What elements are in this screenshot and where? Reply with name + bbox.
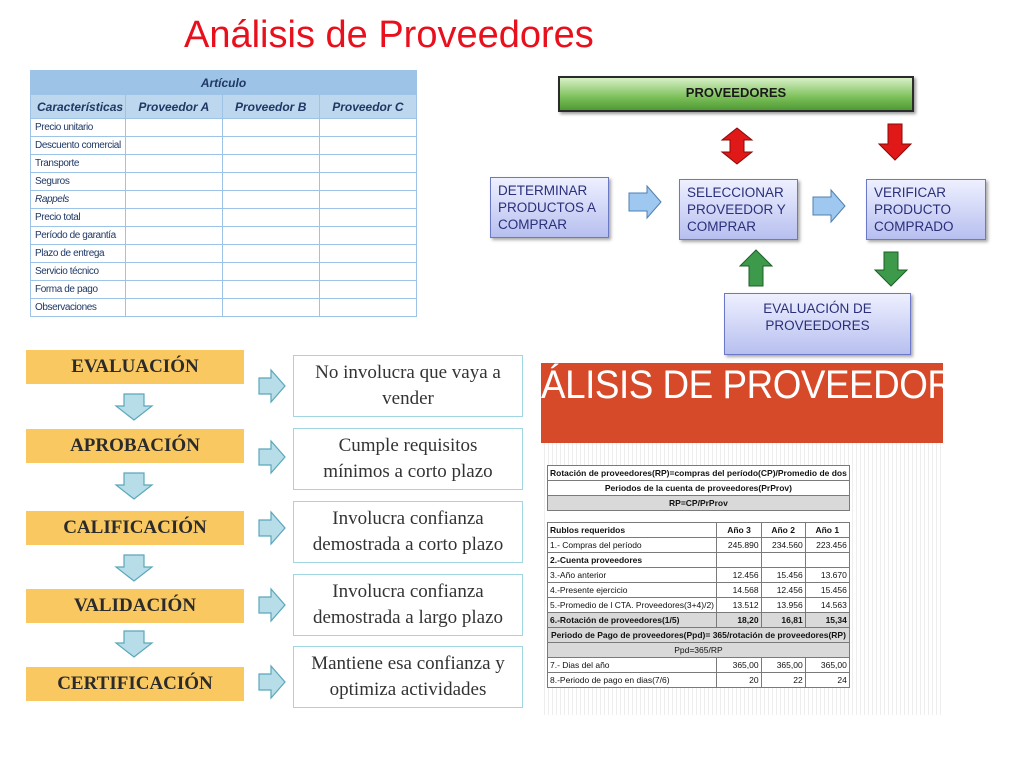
stage-evaluation: EVALUACIÓN (26, 350, 244, 384)
right-arrow-icon (259, 441, 285, 473)
determine-products-box: DETERMINAR PRODUCTOS A COMPRAR (490, 177, 609, 238)
formula-title: Periodos de la cuenta de proveedores(PrProv) (548, 481, 850, 496)
column-header: Rublos requeridos (548, 523, 717, 538)
formula-title: Rotación de proveedores(RP)=compras del período(CP)/Promedio de dos (548, 466, 850, 481)
row-label: Precio total (31, 209, 126, 227)
row-label: Descuento comercial (31, 137, 126, 155)
table-row: 8.-Periodo de pago en dias(7/6) 20 22 24 (548, 673, 850, 688)
stage-description: No involucra que vaya a vender (293, 355, 523, 417)
red-double-arrow-icon (722, 128, 752, 164)
column-header: Proveedor C (319, 95, 416, 119)
row-label: Forma de pago (31, 281, 126, 299)
row-label: Plazo de entrega (31, 245, 126, 263)
table-row: 1.- Compras del período 245.890 234.560 223.456 (548, 538, 850, 553)
right-arrow-icon (259, 370, 285, 402)
providers-bar: PROVEEDORES (558, 76, 914, 112)
table-row: 2.-Cuenta proveedores (548, 553, 850, 568)
table-row: 5.-Promedio de l CTA. Proveedores(3+4)/2) 13.512 13.956 14.563 (548, 598, 850, 613)
stage-certification: CERTIFICACIÓN (26, 667, 244, 701)
table-row: 3.-Año anterior 12.456 15.456 13.670 (548, 568, 850, 583)
row-label: Servicio técnico (31, 263, 126, 281)
down-arrow-icon (116, 473, 152, 499)
right-arrow-icon (259, 589, 285, 621)
row-label: Rappels (31, 191, 126, 209)
table-row: 7.- Dias del año 365,00 365,00 365,00 (548, 658, 850, 673)
stage-validation: VALIDACIÓN (26, 589, 244, 623)
stage-qualification: CALIFICACIÓN (26, 511, 244, 545)
provider-evaluation-box: EVALUACIÓN DE PROVEEDORES (724, 293, 911, 355)
green-up-arrow-icon (740, 250, 772, 286)
finance-banner (541, 363, 1002, 443)
column-header: Año 2 (761, 523, 805, 538)
column-header: Año 1 (805, 523, 849, 538)
page-title: Análisis de Proveedores (184, 14, 594, 56)
right-arrow-icon (259, 512, 285, 544)
row-label: Período de garantía (31, 227, 126, 245)
stage-description: Mantiene esa confianza y optimiza actividades (293, 646, 523, 708)
stage-description: Involucra confianza demostrada a corto plazo (293, 501, 523, 563)
group-header: Artículo (31, 71, 417, 95)
right-arrow-icon (259, 666, 285, 698)
table-row: 4.-Presente ejercicio 14.568 12.456 15.456 (548, 583, 850, 598)
select-provider-box: SELECCIONAR PROVEEDOR Y COMPRAR (679, 179, 798, 240)
table-row: 6.-Rotación de proveedores(1/5) 18,20 16,81 15,34 (548, 613, 850, 628)
down-arrow-icon (116, 631, 152, 657)
finance-banner-text: ÁLISIS DE PROVEEDORES (541, 363, 1002, 407)
row-label: Observaciones (31, 299, 126, 317)
ppd-formula: Ppd=365/RP (548, 643, 850, 658)
ppd-title: Periodo de Pago de proveedores(Ppd)= 365/rotación de proveedores(RP) (548, 628, 850, 643)
row-label: Seguros (31, 173, 126, 191)
verify-product-box: VERIFICAR PRODUCTO COMPRADO (866, 179, 986, 240)
row-label: Precio unitario (31, 119, 126, 137)
column-header: Características (31, 95, 126, 119)
row-label: Transporte (31, 155, 126, 173)
down-arrow-icon (116, 394, 152, 420)
down-arrow-icon (116, 555, 152, 581)
formula-rp: RP=CP/PrProv (548, 496, 850, 511)
stage-approval: APROBACIÓN (26, 429, 244, 463)
green-down-arrow-icon (875, 252, 907, 286)
column-header: Proveedor B (222, 95, 319, 119)
stage-description: Cumple requisitos mínimos a corto plazo (293, 428, 523, 490)
blue-right-arrow-icon (813, 190, 845, 222)
stage-description: Involucra confianza demostrada a largo plazo (293, 574, 523, 636)
blue-right-arrow-icon (629, 186, 661, 218)
column-header: Año 3 (717, 523, 761, 538)
column-header: Proveedor A (126, 95, 223, 119)
finance-table (547, 465, 850, 688)
finance-panel (541, 363, 1002, 715)
red-down-arrow-icon (879, 124, 911, 160)
